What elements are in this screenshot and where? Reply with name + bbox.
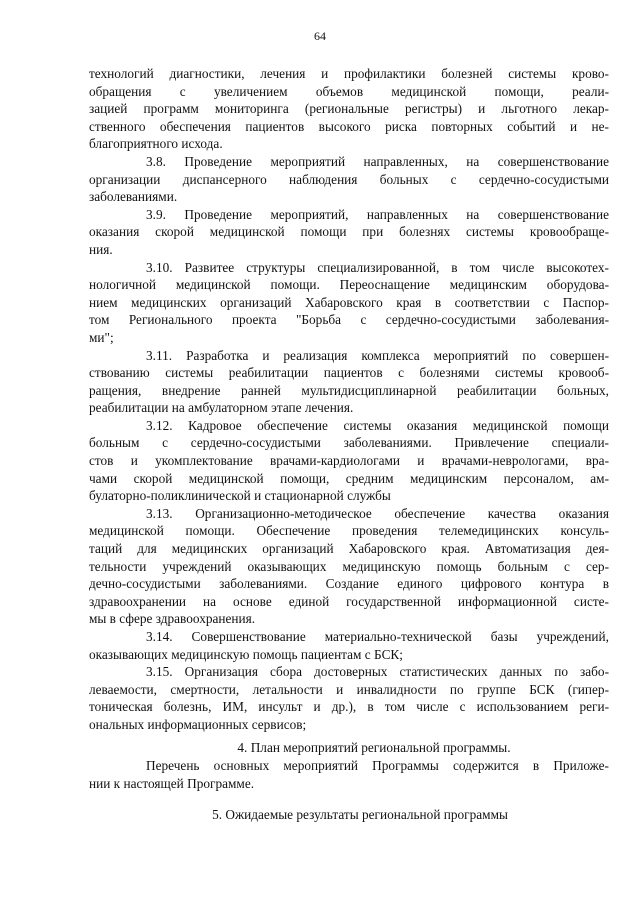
text-line: 3.15. Организация сбора достоверных статистических данных по забо- [146,664,609,680]
text-line: обращения с увеличением объемов медицинской помощи, реали- [89,83,609,99]
paragraph-3-10 [89,259,609,347]
text-line: медицинской помощи. Обеспечение проведения телемедицинских консуль- [89,523,609,539]
text-line: 3.13. Организационно-методическое обеспечение качества оказания [146,505,609,521]
text-line: тоническая болезнь, ИМ, инсульт и др.), в том числе с использованием реги- [89,699,609,715]
text-line: тельности учреждений оказывающих медицинскую помощь больным с сер- [89,558,609,574]
section-4-paragraph [89,757,609,792]
text-line: 3.12. Кадровое обеспечение системы оказания медицинской помощи [146,417,609,433]
section-4-heading: 4. План мероприятий региональной программы. [237,740,511,755]
text-line: нологичной медицинской помощи. Переоснащение медицинским оборудова- [89,277,609,293]
text-line: зацией программ мониторинга (региональные регистры) и льготного лекар- [89,101,609,117]
text-line: нии к настоящей Программе. [89,775,255,791]
text-line: ональных информационных сервисов; [89,716,307,732]
text-line: стов и укомплектование врачами-кардиологами и врачами-неврологами, вра- [89,453,609,469]
text-line: чами скорой медицинской помощи, средним медицинским персоналом, ам- [89,470,609,486]
text-line: мы в сфере здравоохранения. [89,611,256,627]
text-line: ния. [89,241,113,257]
paragraph-3-15 [89,663,609,733]
text-line: ствованию системы реабилитации пациентов с болезнями системы кровооб- [89,365,609,381]
text-line: организации диспансерного наблюдения больных с сердечно-сосудистыми [89,171,609,187]
text-line: 3.8. Проведение мероприятий направленных, на совершенствование [146,153,609,169]
text-line: ращения, внедрение ранней мультидисциплинарной реабилитации больных, [89,382,609,398]
text-line: реабилитации на амбулаторном этапе лечения. [89,400,354,416]
text-line: 3.9. Проведение мероприятий, направленных на совершенствование [146,206,609,222]
text-line: дечно-сосудистыми заболеваниями. Создание единого цифрового контура в [89,576,609,592]
text-line: 3.14. Совершенствование материально-технической базы учреждений, [146,629,609,644]
paragraph-3-13 [89,505,609,628]
paragraph-3-11 [89,347,609,417]
text-line: оказывающих медицинскую помощь пациентам с БСК; [89,646,403,662]
text-line: оказания скорой медицинской помощи при болезнях системы кровообраще- [89,224,609,240]
paragraph-3-12 [89,417,609,505]
text-line: 3.10. Развитее структуры специализированной, в том числе высокотех- [146,259,609,275]
text-line: благоприятного исхода. [89,136,223,152]
text-line: булаторно-поликлинической и стационарной службы [89,488,391,504]
text-line: больным с сердечно-сосудистыми заболеваниями. Привлечение специали- [89,435,609,451]
text-line: технологий диагностики, лечения и профилактики болезней системы крово- [89,66,609,81]
text-line: Перечень основных мероприятий Программы содержится в Приложе- [146,758,609,773]
page-number: 64 [314,29,326,43]
text-line: 3.11. Разработка и реализация комплекса мероприятий по совершен- [146,347,609,363]
text-line: леваемости, смертности, летальности и инвалидности по группе БСК (гипер- [89,681,609,697]
text-line: ственного обеспечения пациентов высокого риска повторных событий и не- [89,118,609,134]
text-line: том Регионального проекта "Борьба с сердечно-сосудистыми заболевания- [89,312,609,328]
text-line: нием медицинских организаций Хабаровского края в соответствии с Паспор- [89,294,609,310]
text-line: здравоохранении на основе единой государственной информационной систе- [89,593,609,609]
text-line: таций для медицинских организаций Хабаровского края. Автоматизация дея- [89,541,609,557]
text-line: ми"; [89,329,114,345]
section-5-heading: 5. Ожидаемые результаты региональной программы [212,807,508,822]
paragraph-3-14 [89,628,609,663]
paragraph-3-9 [89,206,609,259]
body-text [89,65,609,734]
text-line: заболеваниями. [89,189,178,205]
paragraph-intro [89,65,609,153]
paragraph-3-8 [89,153,609,206]
